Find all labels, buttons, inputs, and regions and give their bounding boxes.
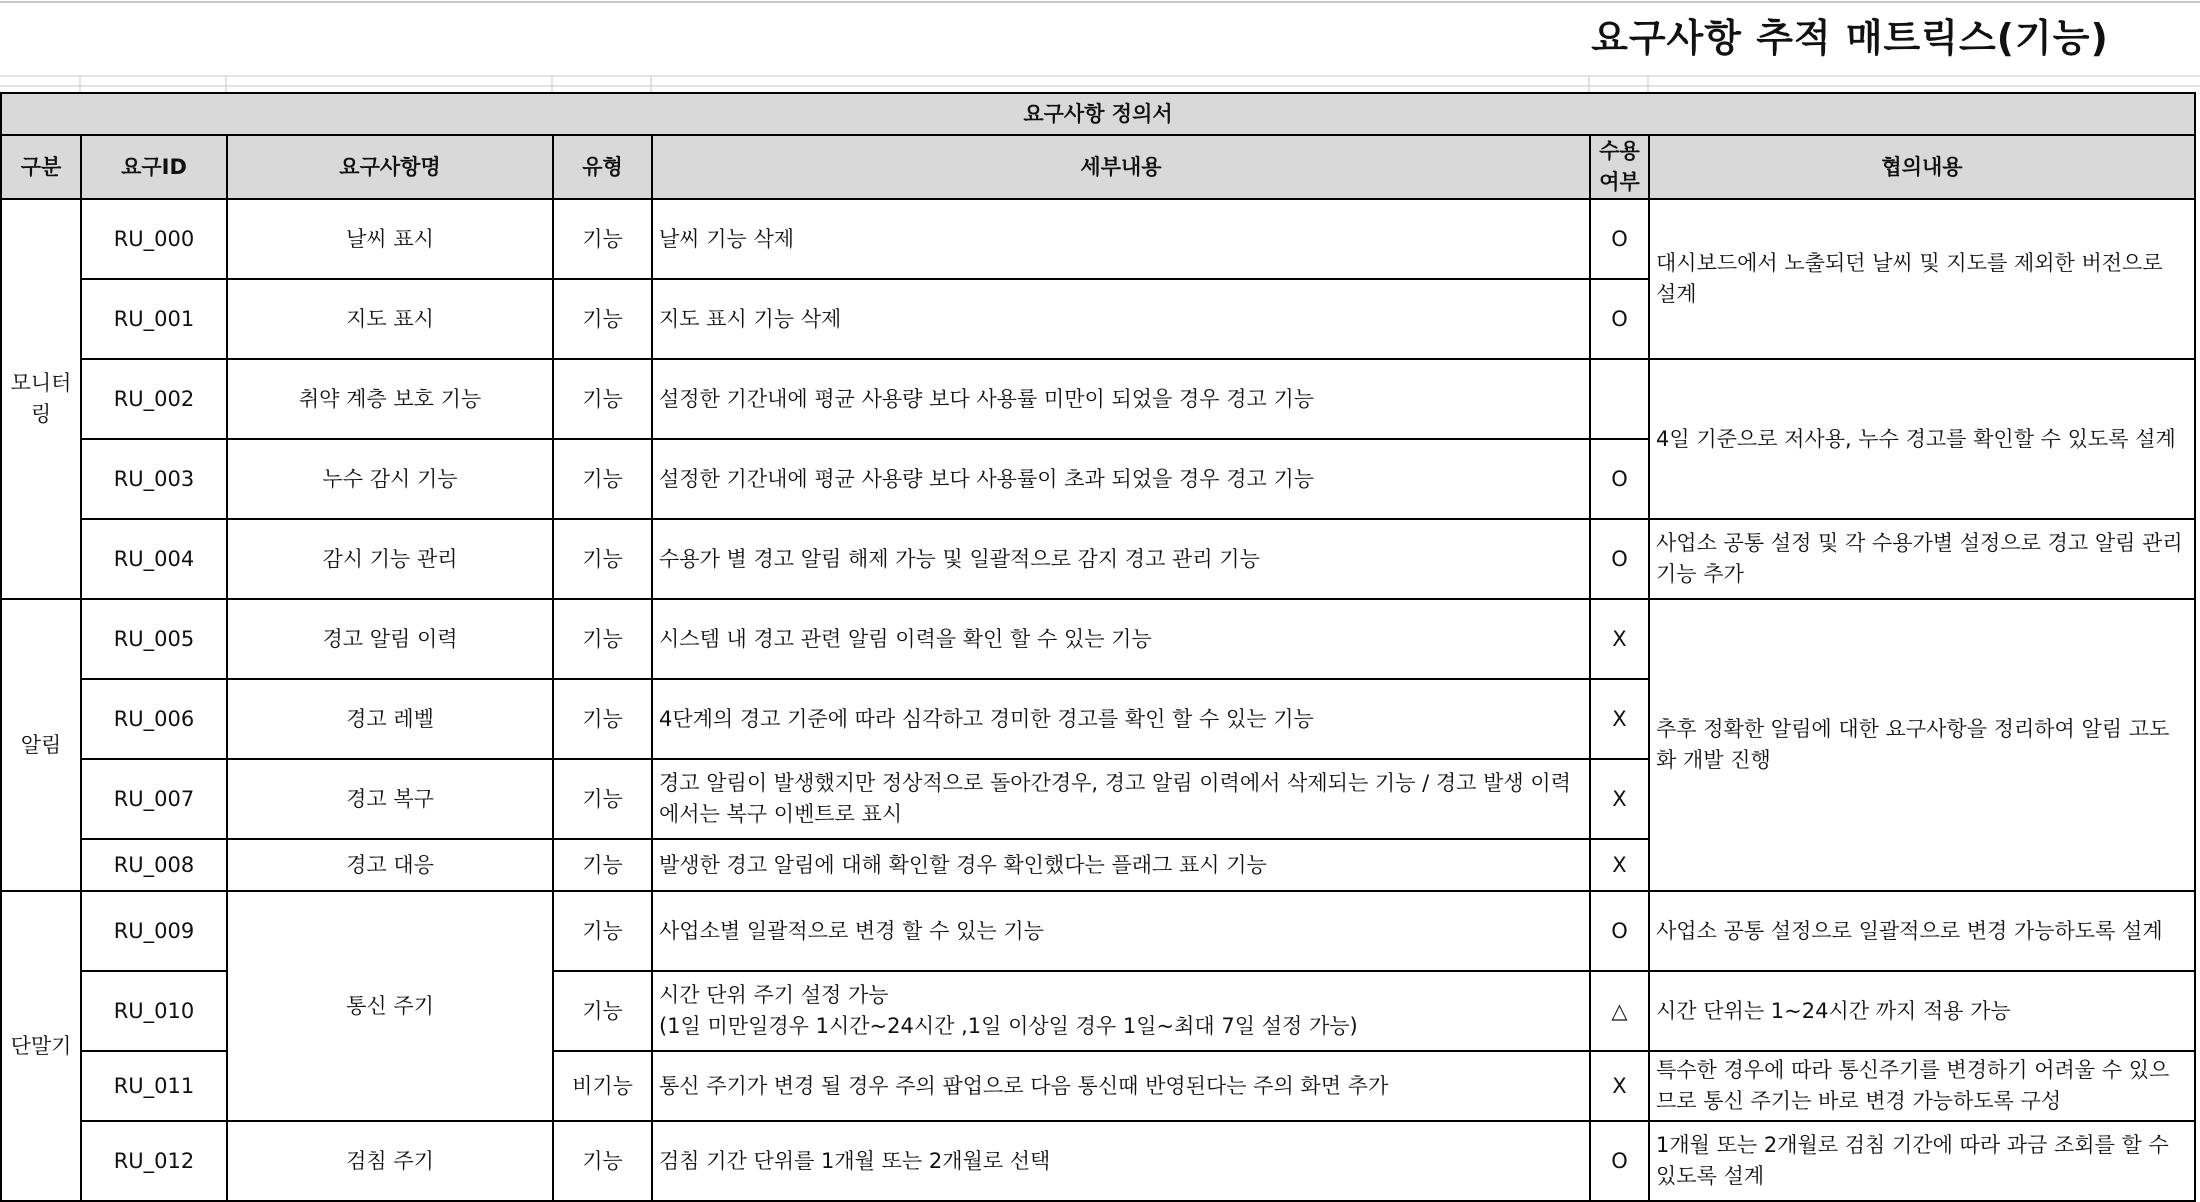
details-cell: 검침 기간 단위를 1개월 또는 2개월로 선택 bbox=[652, 1121, 1590, 1201]
header-req-name: 요구사항명 bbox=[227, 135, 553, 199]
req-name-cell: 날씨 표시 bbox=[227, 199, 553, 279]
table-row bbox=[1, 199, 2195, 279]
table-row bbox=[1, 599, 2195, 679]
table-row bbox=[1, 1121, 2195, 1201]
agreement-cell: 시간 단위는 1~24시간 까지 적용 가능 bbox=[1649, 971, 2195, 1051]
details-cell: 설정한 기간내에 평균 사용량 보다 사용률 미만이 되었을 경우 경고 기능 bbox=[652, 359, 1590, 439]
column-header-row bbox=[1, 135, 2195, 199]
section-header: 요구사항 정의서 bbox=[1, 93, 2195, 135]
details-cell: 경고 알림이 발생했지만 정상적으로 돌아간경우, 경고 알림 이력에서 삭제되는 기능 / 경고 발생 이력에서는 복구 이벤트로 표시 bbox=[652, 759, 1590, 839]
req-name-cell: 경고 알림 이력 bbox=[227, 599, 553, 679]
acceptance-cell bbox=[1590, 359, 1649, 439]
req-id-cell: RU_011 bbox=[81, 1051, 227, 1121]
acceptance-cell: X bbox=[1590, 1051, 1649, 1121]
table-row bbox=[1, 519, 2195, 599]
table-row bbox=[1, 359, 2195, 439]
section-header-row bbox=[1, 93, 2195, 135]
agreement-cell: 사업소 공통 설정으로 일괄적으로 변경 가능하도록 설계 bbox=[1649, 891, 2195, 971]
header-type: 유형 bbox=[553, 135, 652, 199]
acceptance-cell: O bbox=[1590, 199, 1649, 279]
req-id-cell: RU_012 bbox=[81, 1121, 227, 1201]
category-cell-alert: 알림 bbox=[1, 599, 81, 891]
acceptance-cell: O bbox=[1590, 891, 1649, 971]
details-cell: 날씨 기능 삭제 bbox=[652, 199, 1590, 279]
type-cell: 기능 bbox=[553, 759, 652, 839]
req-id-cell: RU_010 bbox=[81, 971, 227, 1051]
acceptance-cell: △ bbox=[1590, 971, 1649, 1051]
type-cell: 기능 bbox=[553, 279, 652, 359]
details-cell: 설정한 기간내에 평균 사용량 보다 사용률이 초과 되었을 경우 경고 기능 bbox=[652, 439, 1590, 519]
req-name-cell: 취약 계층 보호 기능 bbox=[227, 359, 553, 439]
agreement-cell: 특수한 경우에 따라 통신주기를 변경하기 어려울 수 있으므로 통신 주기는 바로 변경 가능하도록 구성 bbox=[1649, 1051, 2195, 1121]
type-cell: 기능 bbox=[553, 199, 652, 279]
details-cell: 수용가 별 경고 알림 해제 가능 및 일괄적으로 감지 경고 관리 기능 bbox=[652, 519, 1590, 599]
req-id-cell: RU_001 bbox=[81, 279, 227, 359]
req-name-cell: 지도 표시 bbox=[227, 279, 553, 359]
req-name-cell: 경고 복구 bbox=[227, 759, 553, 839]
acceptance-cell: X bbox=[1590, 679, 1649, 759]
req-id-cell: RU_006 bbox=[81, 679, 227, 759]
req-name-cell: 경고 대응 bbox=[227, 839, 553, 891]
req-id-cell: RU_007 bbox=[81, 759, 227, 839]
details-cell: 시스템 내 경고 관련 알림 이력을 확인 할 수 있는 기능 bbox=[652, 599, 1590, 679]
details-cell: 통신 주기가 변경 될 경우 주의 팝업으로 다음 통신때 반영된다는 주의 화면 추가 bbox=[652, 1051, 1590, 1121]
acceptance-cell: X bbox=[1590, 839, 1649, 891]
req-name-cell: 경고 레벨 bbox=[227, 679, 553, 759]
req-id-cell: RU_004 bbox=[81, 519, 227, 599]
details-cell: 발생한 경고 알림에 대해 확인할 경우 확인했다는 플래그 표시 기능 bbox=[652, 839, 1590, 891]
header-agreement: 협의내용 bbox=[1649, 135, 2195, 199]
table-row bbox=[1, 891, 2195, 971]
req-name-cell: 감시 기능 관리 bbox=[227, 519, 553, 599]
acceptance-cell: O bbox=[1590, 279, 1649, 359]
agreement-cell: 사업소 공통 설정 및 각 수용가별 설정으로 경고 알림 관리 기능 추가 bbox=[1649, 519, 2195, 599]
category-cell-monitoring: 모니터링 bbox=[1, 199, 81, 599]
req-id-cell: RU_005 bbox=[81, 599, 227, 679]
type-cell: 기능 bbox=[553, 439, 652, 519]
req-name-cell: 검침 주기 bbox=[227, 1121, 553, 1201]
req-name-cell: 통신 주기 bbox=[227, 891, 553, 1121]
type-cell: 기능 bbox=[553, 679, 652, 759]
type-cell: 기능 bbox=[553, 599, 652, 679]
type-cell: 기능 bbox=[553, 971, 652, 1051]
agreement-cell: 1개월 또는 2개월로 검침 기간에 따라 과금 조회를 할 수 있도록 설계 bbox=[1649, 1121, 2195, 1201]
req-id-cell: RU_008 bbox=[81, 839, 227, 891]
category-cell-terminal: 단말기 bbox=[1, 891, 81, 1201]
details-cell: 4단계의 경고 기준에 따라 심각하고 경미한 경고를 확인 할 수 있는 기능 bbox=[652, 679, 1590, 759]
details-cell: 지도 표시 기능 삭제 bbox=[652, 279, 1590, 359]
header-category: 구분 bbox=[1, 135, 81, 199]
req-id-cell: RU_003 bbox=[81, 439, 227, 519]
req-id-cell: RU_009 bbox=[81, 891, 227, 971]
agreement-cell: 4일 기준으로 저사용, 누수 경고를 확인할 수 있도록 설계 bbox=[1649, 359, 2195, 519]
req-id-cell: RU_000 bbox=[81, 199, 227, 279]
req-name-cell: 누수 감시 기능 bbox=[227, 439, 553, 519]
sheet-title: 요구사항 추적 매트릭스(기능) bbox=[1591, 16, 2109, 60]
type-cell: 기능 bbox=[553, 359, 652, 439]
header-acceptance: 수용 여부 bbox=[1590, 135, 1649, 199]
header-details: 세부내용 bbox=[652, 135, 1590, 199]
acceptance-cell: X bbox=[1590, 759, 1649, 839]
details-cell: 사업소별 일괄적으로 변경 할 수 있는 기능 bbox=[652, 891, 1590, 971]
req-id-cell: RU_002 bbox=[81, 359, 227, 439]
acceptance-cell: O bbox=[1590, 1121, 1649, 1201]
requirements-table bbox=[0, 92, 2196, 1202]
header-req-id: 요구ID bbox=[81, 135, 227, 199]
agreement-cell: 대시보드에서 노출되던 날씨 및 지도를 제외한 버전으로 설계 bbox=[1649, 199, 2195, 359]
type-cell: 기능 bbox=[553, 519, 652, 599]
acceptance-cell: O bbox=[1590, 519, 1649, 599]
agreement-cell: 추후 정확한 알림에 대한 요구사항을 정리하여 알림 고도화 개발 진행 bbox=[1649, 599, 2195, 891]
type-cell: 기능 bbox=[553, 839, 652, 891]
type-cell: 기능 bbox=[553, 891, 652, 971]
type-cell: 비기능 bbox=[553, 1051, 652, 1121]
type-cell: 기능 bbox=[553, 1121, 652, 1201]
details-cell: 시간 단위 주기 설정 가능 (1일 미만일경우 1시간~24시간 ,1일 이상일 경우 1일~최대 7일 설정 가능) bbox=[652, 971, 1590, 1051]
acceptance-cell: X bbox=[1590, 599, 1649, 679]
acceptance-cell: O bbox=[1590, 439, 1649, 519]
